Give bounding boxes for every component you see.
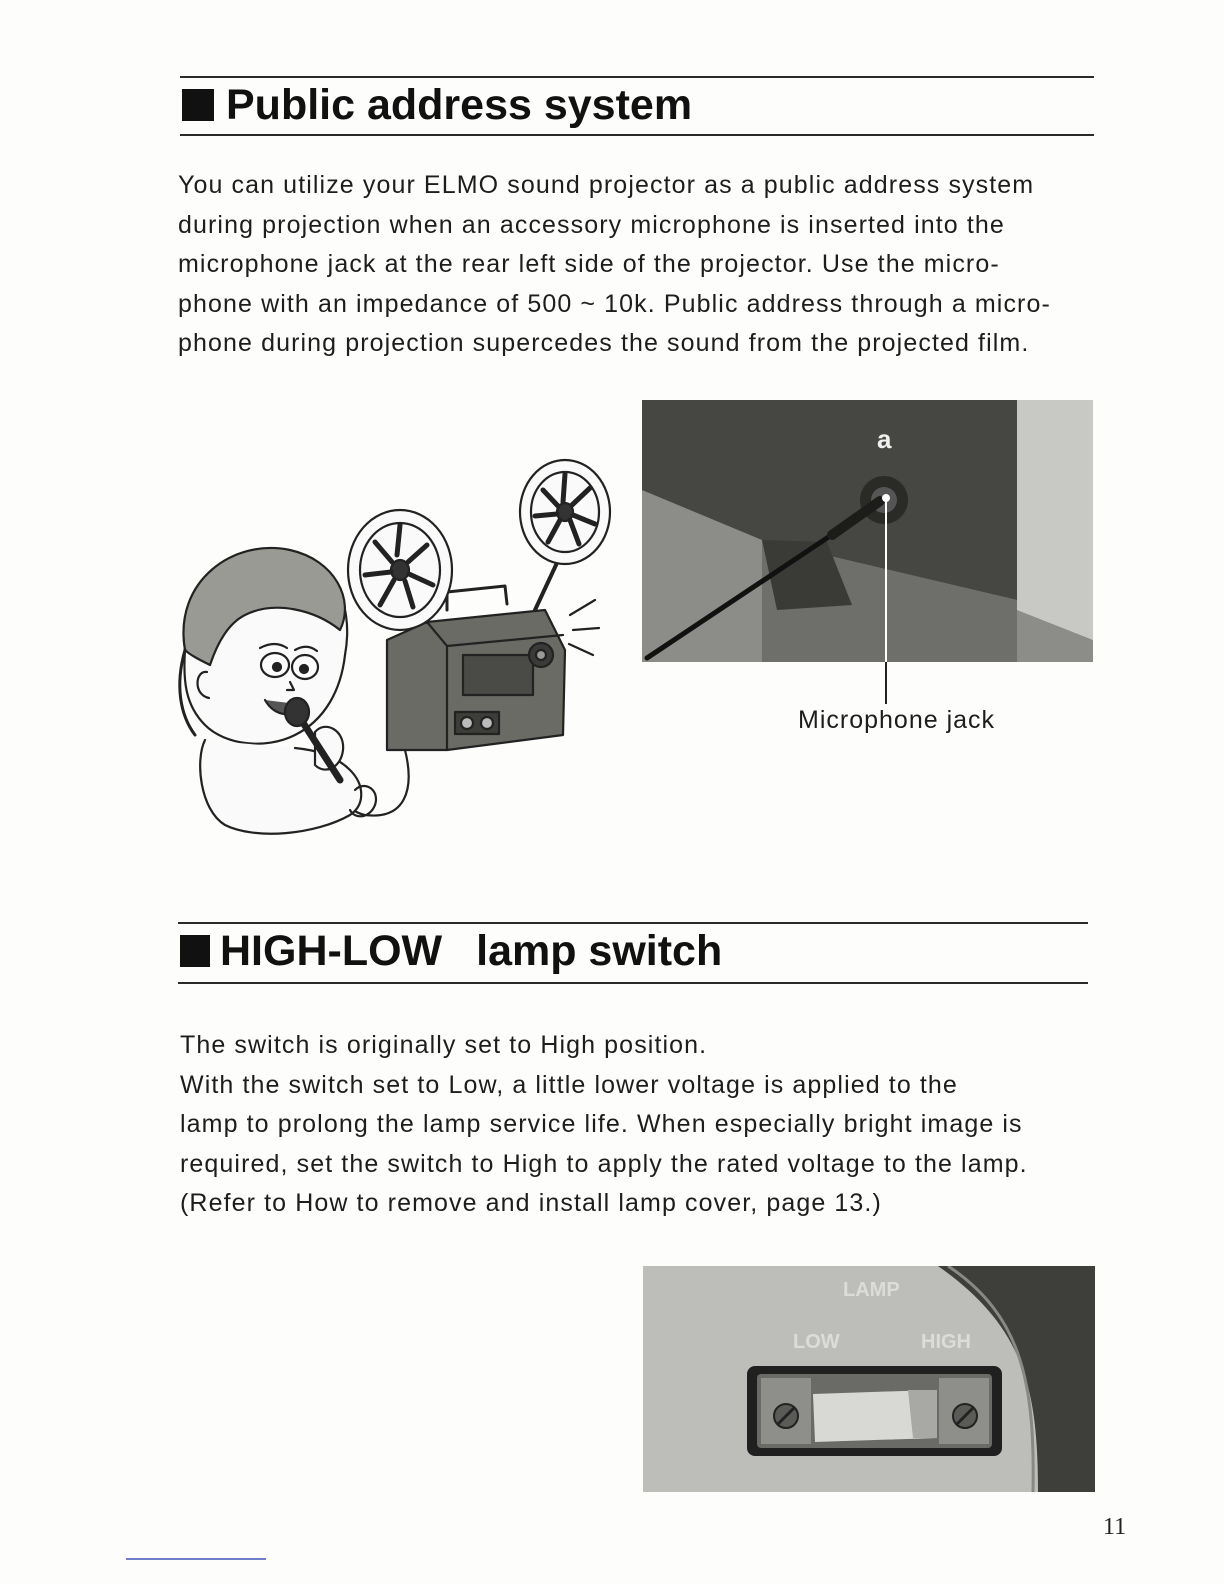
child-microphone-projector-illustration [165, 450, 625, 840]
bullet-square-icon [182, 89, 214, 121]
heading-text-part1: HIGH-LOW [220, 926, 443, 975]
switch-label-lamp: LAMP [843, 1279, 900, 1301]
bottom-edge-line [126, 1558, 266, 1560]
paragraph-line: phone during projection supercedes the sound from the projected film. [178, 329, 1030, 357]
paragraph-line: (Refer to How to remove and install lamp cover, page 13.) [180, 1189, 882, 1217]
lamp-switch-photo [643, 1266, 1095, 1492]
switch-label-low: LOW [793, 1331, 840, 1353]
paragraph-line: With the switch set to Low, a little lower voltage is applied to the [180, 1070, 958, 1099]
microphone-jack-caption: Microphone jack [798, 706, 996, 734]
paragraph-line: during projection when an accessory microphone is inserted into the [178, 210, 1005, 239]
paragraph-line: microphone jack at the rear left side of the projector. Use the micro- [178, 250, 1000, 278]
paragraph-line: The switch is originally set to High position. [180, 1031, 708, 1059]
heading-text-part2: lamp switch [476, 926, 723, 975]
section-heading-public-address [182, 80, 692, 130]
lamp-switch-paragraph [180, 1026, 1094, 1224]
paragraph-line: phone with an impedance of 500 ~ 10k. Public address through a micro- [178, 289, 1051, 318]
section-heading-lamp-switch [180, 926, 722, 976]
microphone-jack-photo [642, 400, 1093, 662]
heading-text: Public address system [226, 80, 693, 129]
page-number: 11 [1103, 1514, 1127, 1540]
caption-leader-line [885, 662, 887, 704]
heading-rule-bottom [180, 134, 1094, 136]
public-address-paragraph [178, 166, 1094, 364]
paragraph-line: You can utilize your ELMO sound projector as a public address system [178, 171, 1035, 199]
paragraph-line: required, set the switch to High to apply the rated voltage to the lamp. [180, 1149, 1028, 1178]
switch-label-high: HIGH [921, 1331, 971, 1353]
paragraph-line: lamp to prolong the lamp service life. When especially bright image is [180, 1110, 1023, 1138]
heading-rule-top [178, 922, 1088, 924]
heading-rule-bottom [178, 982, 1088, 984]
bullet-square-icon [180, 935, 210, 967]
heading-rule-top [180, 76, 1094, 78]
panel-marking-text: a [877, 424, 892, 454]
